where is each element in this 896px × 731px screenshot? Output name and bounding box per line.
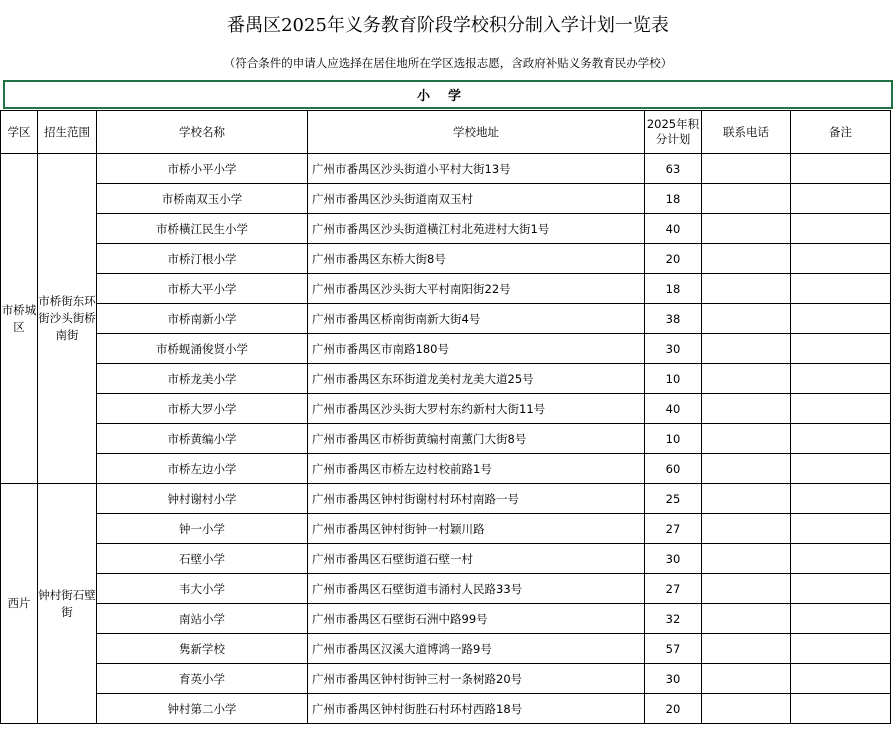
range-cell[interactable]: 市桥街东环街沙头街桥南街 xyxy=(38,154,97,484)
school-address-cell[interactable]: 广州市番禺区沙头街道南双玉村 xyxy=(308,184,645,214)
remark-cell[interactable] xyxy=(791,664,891,694)
phone-cell[interactable] xyxy=(702,604,791,634)
plan-cell[interactable]: 25 xyxy=(645,484,702,514)
remark-cell[interactable] xyxy=(791,484,891,514)
remark-cell[interactable] xyxy=(791,364,891,394)
school-address-cell[interactable]: 广州市番禺区市桥街黄编村南薰门大街8号 xyxy=(308,424,645,454)
remark-cell[interactable] xyxy=(791,574,891,604)
school-address-cell[interactable]: 广州市番禺区沙头街道橫江村北苑进村大街1号 xyxy=(308,214,645,244)
school-address-cell[interactable]: 广州市番禺区汉溪大道博鸿一路9号 xyxy=(308,634,645,664)
school-address-cell[interactable]: 广州市番禺区钟村街钟三村一条树路20号 xyxy=(308,664,645,694)
phone-cell[interactable] xyxy=(702,184,791,214)
school-address-cell[interactable]: 广州市番禺区钟村街胜石村环村西路18号 xyxy=(308,694,645,724)
remark-cell[interactable] xyxy=(791,244,891,274)
plan-cell[interactable]: 18 xyxy=(645,274,702,304)
remark-cell[interactable] xyxy=(791,184,891,214)
phone-cell[interactable] xyxy=(702,154,791,184)
remark-cell[interactable] xyxy=(791,514,891,544)
phone-cell[interactable] xyxy=(702,304,791,334)
school-address-cell[interactable]: 广州市番禺区东环街道龙美村龙美大道25号 xyxy=(308,364,645,394)
school-address-cell[interactable]: 广州市番禺区钟村街钟一村颖川路 xyxy=(308,514,645,544)
plan-cell[interactable]: 63 xyxy=(645,154,702,184)
school-address-cell[interactable]: 广州市番禺区钟村街谢村村环村南路一号 xyxy=(308,484,645,514)
section-header[interactable]: 小学 xyxy=(3,80,893,109)
header-address[interactable]: 学校地址 xyxy=(308,111,645,154)
phone-cell[interactable] xyxy=(702,214,791,244)
plan-cell[interactable]: 10 xyxy=(645,364,702,394)
table-row xyxy=(1,244,891,274)
table-row xyxy=(1,544,891,574)
remark-cell[interactable] xyxy=(791,214,891,244)
table-row xyxy=(1,274,891,304)
phone-cell[interactable] xyxy=(702,274,791,304)
header-phone[interactable]: 联系电话 xyxy=(702,111,791,154)
plan-cell[interactable]: 40 xyxy=(645,394,702,424)
school-name-cell[interactable]: 南站小学 xyxy=(97,604,308,634)
school-name-cell[interactable]: 钟村谢村小学 xyxy=(97,484,308,514)
table-row xyxy=(1,514,891,544)
sheet-subtitle: （符合条件的申请人应选择在居住地所在学区选报志愿，含政府补贴义务教育民办学校） xyxy=(223,56,673,70)
table-row xyxy=(1,604,891,634)
school-name-cell[interactable]: 育英小学 xyxy=(97,664,308,694)
plan-cell[interactable]: 20 xyxy=(645,244,702,274)
school-name-cell[interactable]: 隽新学校 xyxy=(97,634,308,664)
plan-cell[interactable]: 30 xyxy=(645,334,702,364)
school-name-cell[interactable]: 石壁小学 xyxy=(97,544,308,574)
plan-cell[interactable]: 10 xyxy=(645,424,702,454)
school-name-cell[interactable]: 钟一小学 xyxy=(97,514,308,544)
school-address-cell[interactable]: 广州市番禺区东桥大街8号 xyxy=(308,244,645,274)
plan-cell[interactable]: 27 xyxy=(645,514,702,544)
table-row xyxy=(1,484,891,514)
school-address-cell[interactable]: 广州市番禺区沙头街大平村南阳街22号 xyxy=(308,274,645,304)
plan-cell[interactable]: 20 xyxy=(645,694,702,724)
school-address-cell[interactable]: 广州市番禺区石壁街道韦涌村人民路33号 xyxy=(308,574,645,604)
table-row xyxy=(1,454,891,484)
school-table xyxy=(0,110,891,724)
table-row xyxy=(1,364,891,394)
remark-cell[interactable] xyxy=(791,304,891,334)
school-name-cell[interactable]: 市桥南双玉小学 xyxy=(97,184,308,214)
header-range[interactable]: 招生范围 xyxy=(38,111,97,154)
school-address-cell[interactable]: 广州市番禺区沙头街道小平村大街13号 xyxy=(308,154,645,184)
remark-cell[interactable] xyxy=(791,394,891,424)
plan-cell[interactable]: 38 xyxy=(645,304,702,334)
school-name-cell[interactable]: 市桥小平小学 xyxy=(97,154,308,184)
school-name-cell[interactable]: 市桥橫江民生小学 xyxy=(97,214,308,244)
school-name-cell[interactable]: 市桥汀根小学 xyxy=(97,244,308,274)
phone-cell[interactable] xyxy=(702,484,791,514)
plan-cell[interactable]: 57 xyxy=(645,634,702,664)
table-row xyxy=(1,214,891,244)
school-address-cell[interactable]: 广州市番禺区市桥左边村校前路1号 xyxy=(308,454,645,484)
header-row xyxy=(1,111,891,154)
phone-cell[interactable] xyxy=(702,424,791,454)
phone-cell[interactable] xyxy=(702,664,791,694)
phone-cell[interactable] xyxy=(702,244,791,274)
remark-cell[interactable] xyxy=(791,634,891,664)
school-name-cell[interactable]: 市桥南新小学 xyxy=(97,304,308,334)
remark-cell[interactable] xyxy=(791,544,891,574)
table-row xyxy=(1,154,891,184)
range-cell[interactable]: 钟村街石壁街 xyxy=(38,484,97,724)
school-address-cell[interactable]: 广州市番禺区市南路180号 xyxy=(308,334,645,364)
header-remark[interactable]: 备注 xyxy=(791,111,891,154)
plan-cell[interactable]: 40 xyxy=(645,214,702,244)
table-body xyxy=(1,154,891,724)
plan-cell[interactable]: 30 xyxy=(645,544,702,574)
phone-cell[interactable] xyxy=(702,544,791,574)
plan-cell[interactable]: 27 xyxy=(645,574,702,604)
table-row xyxy=(1,424,891,454)
district-cell[interactable]: 西片 xyxy=(1,484,38,724)
table-row xyxy=(1,664,891,694)
table-row xyxy=(1,394,891,424)
table-row xyxy=(1,304,891,334)
school-address-cell[interactable]: 广州市番禺区石壁街石洲中路99号 xyxy=(308,604,645,634)
school-name-cell[interactable]: 市桥左边小学 xyxy=(97,454,308,484)
table-row xyxy=(1,334,891,364)
remark-cell[interactable] xyxy=(791,454,891,484)
header-plan[interactable]: 2025年积分计划 xyxy=(645,111,702,154)
phone-cell[interactable] xyxy=(702,574,791,604)
school-address-cell[interactable]: 广州市番禺区沙头街大罗村东约新村大街11号 xyxy=(308,394,645,424)
school-name-cell[interactable]: 市桥大平小学 xyxy=(97,274,308,304)
remark-cell[interactable] xyxy=(791,274,891,304)
phone-cell[interactable] xyxy=(702,454,791,484)
school-name-cell[interactable]: 市桥大罗小学 xyxy=(97,394,308,424)
table-row xyxy=(1,574,891,604)
remark-cell[interactable] xyxy=(791,694,891,724)
plan-cell[interactable]: 30 xyxy=(645,664,702,694)
school-address-cell[interactable]: 广州市番禺区石壁街道石壁一村 xyxy=(308,544,645,574)
school-address-cell[interactable]: 广州市番禺区桥南街南新大街4号 xyxy=(308,304,645,334)
school-name-cell[interactable]: 市桥蚬涌俊贤小学 xyxy=(97,334,308,364)
header-district[interactable]: 学区 xyxy=(1,111,38,154)
school-name-cell[interactable]: 市桥黄编小学 xyxy=(97,424,308,454)
table-row xyxy=(1,184,891,214)
table-row xyxy=(1,694,891,724)
table-row xyxy=(1,634,891,664)
school-name-cell[interactable]: 韦大小学 xyxy=(97,574,308,604)
school-name-cell[interactable]: 钟村第二小学 xyxy=(97,694,308,724)
district-cell[interactable]: 市桥城区 xyxy=(1,154,38,484)
phone-cell[interactable] xyxy=(702,394,791,424)
phone-cell[interactable] xyxy=(702,694,791,724)
sheet-title: 番禺区2025年义务教育阶段学校积分制入学计划一览表 xyxy=(227,15,669,36)
phone-cell[interactable] xyxy=(702,334,791,364)
phone-cell[interactable] xyxy=(702,634,791,664)
phone-cell[interactable] xyxy=(702,514,791,544)
school-name-cell[interactable]: 市桥龙美小学 xyxy=(97,364,308,394)
phone-cell[interactable] xyxy=(702,364,791,394)
remark-cell[interactable] xyxy=(791,604,891,634)
plan-cell[interactable]: 32 xyxy=(645,604,702,634)
plan-cell[interactable]: 60 xyxy=(645,454,702,484)
remark-cell[interactable] xyxy=(791,424,891,454)
header-name[interactable]: 学校名称 xyxy=(97,111,308,154)
remark-cell[interactable] xyxy=(791,334,891,364)
remark-cell[interactable] xyxy=(791,154,891,184)
plan-cell[interactable]: 18 xyxy=(645,184,702,214)
